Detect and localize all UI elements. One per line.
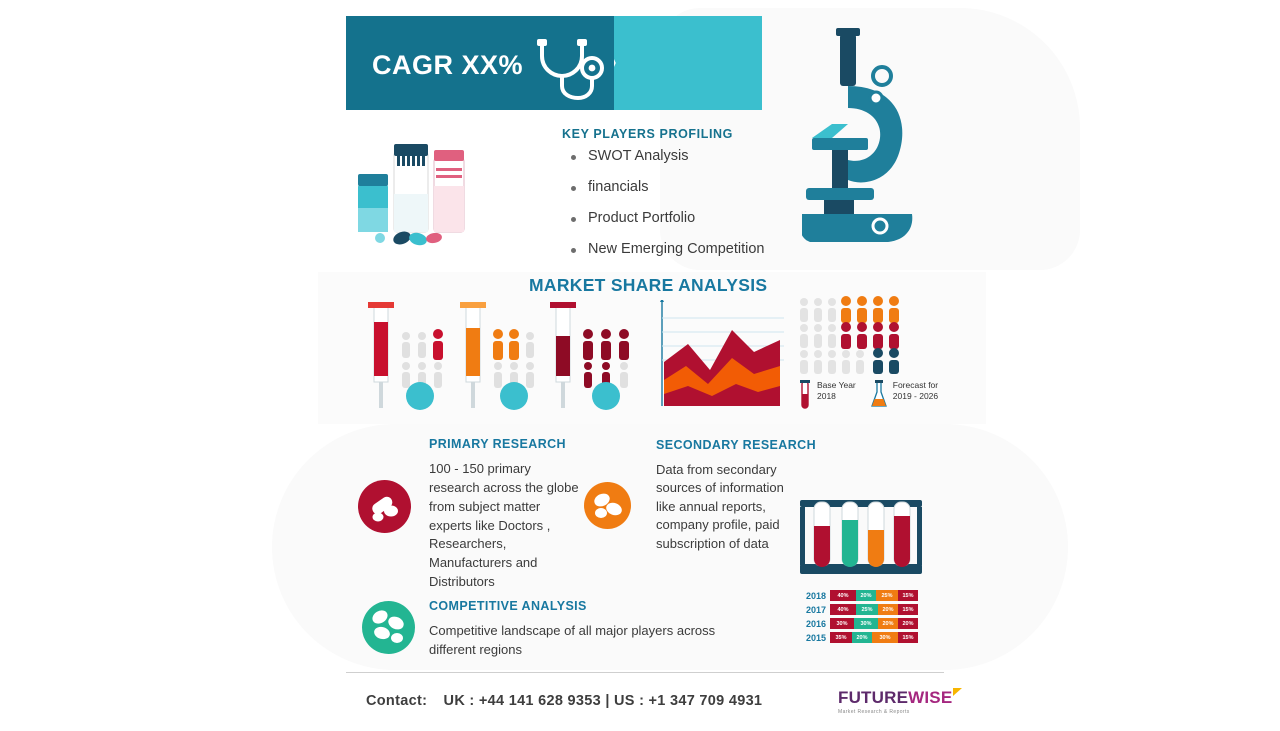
syringes-and-people-illustration	[360, 302, 650, 419]
contact-label: Contact:	[366, 693, 428, 709]
list-item: New Emerging Competition	[562, 241, 765, 257]
logo-tagline: Market Research & Reports	[838, 709, 910, 715]
year-label: 2017	[805, 604, 826, 615]
test-tube-rack-illustration	[796, 498, 926, 585]
legend-label-line2: 2018	[817, 391, 836, 402]
year-bar-group	[830, 604, 918, 615]
year-label: 2016	[805, 618, 826, 629]
test-tube-icon	[798, 380, 812, 410]
secondary-research-body: Data from secondary sources of information like annual reports, company profile, paid subscription of data	[656, 462, 784, 551]
banner-light-shape	[594, 16, 762, 110]
year-label: 2015	[805, 632, 826, 643]
bar-segment: 20%	[852, 632, 872, 643]
primary-research-body: 100 - 150 primary research across the globe from subject matter experts like Doctors , Researchers, Manufacturers and Distributors	[429, 461, 579, 590]
logo-flag-icon	[953, 688, 962, 696]
market-share-title: MARKET SHARE ANALYSIS	[529, 275, 768, 295]
legend-forecast-text	[893, 380, 938, 402]
people-grid-illustration	[798, 296, 914, 379]
bar-segment: 20%	[898, 618, 918, 629]
table-row	[800, 590, 918, 601]
list-item: Product Portfolio	[562, 210, 765, 226]
table-row	[800, 618, 918, 629]
legend-item-forecast	[870, 380, 938, 410]
bar-segment: 20%	[878, 604, 898, 615]
chart-legend	[798, 380, 938, 410]
bar-segment: 15%	[898, 604, 918, 615]
list-item: financials	[562, 179, 765, 195]
futurewise-logo	[838, 688, 952, 715]
year-bar-group	[830, 632, 918, 643]
primary-research-title: PRIMARY RESEARCH	[429, 437, 566, 451]
bar-segment: 30%	[872, 632, 898, 643]
area-chart-illustration	[654, 300, 792, 417]
capsule-circle-icon	[358, 480, 411, 533]
bar-segment: 20%	[878, 618, 898, 629]
logo-wordmark	[838, 688, 952, 708]
bar-segment: 35%	[830, 632, 852, 643]
bar-segment: 15%	[898, 590, 918, 601]
bar-segment: 15%	[898, 632, 918, 643]
bar-segment: 25%	[856, 604, 878, 615]
key-players-title: KEY PLAYERS PROFILING	[562, 127, 733, 141]
legend-item-base-year	[798, 380, 856, 410]
bar-segment: 30%	[854, 618, 878, 629]
bar-segment: 30%	[830, 618, 854, 629]
microscope-illustration	[802, 20, 924, 265]
footer-divider	[346, 672, 944, 673]
key-players-list	[562, 148, 765, 272]
bar-segment: 40%	[830, 590, 856, 601]
legend-label-line1: Base Year	[817, 380, 856, 390]
pills-circle-icon	[584, 482, 631, 529]
legend-label-line2: 2019 - 2026	[892, 391, 939, 402]
medicine-bottles-illustration	[356, 138, 488, 253]
logo-wise-text: WISE	[908, 688, 953, 707]
list-item: SWOT Analysis	[562, 148, 765, 164]
bar-segment: 20%	[856, 590, 876, 601]
bar-segment: 25%	[876, 590, 898, 601]
contact-line	[366, 693, 762, 709]
competitive-analysis-title: COMPETITIVE ANALYSIS	[429, 599, 587, 613]
logo-future-text: FUTURE	[838, 688, 909, 707]
legend-base-year-text	[817, 380, 856, 402]
cagr-banner	[346, 16, 762, 110]
bar-segment: 40%	[830, 604, 856, 615]
years-share-table	[800, 590, 918, 646]
cagr-label: CAGR XX%	[372, 50, 524, 80]
year-bar-group	[830, 618, 918, 629]
tablets-circle-icon	[362, 601, 415, 654]
competitive-analysis-body: Competitive landscape of all major players across different regions	[429, 623, 716, 657]
table-row	[800, 632, 918, 643]
year-bar-group	[830, 590, 918, 601]
contact-value: UK : +44 141 628 9353 | US : +1 347 709 4931	[443, 693, 763, 709]
flask-icon	[870, 380, 888, 410]
legend-label-line1: Forecast for	[892, 380, 939, 390]
stethoscope-icon	[534, 38, 606, 109]
secondary-research-title: SECONDARY RESEARCH	[656, 438, 817, 452]
table-row	[800, 604, 918, 615]
year-label: 2018	[805, 590, 826, 601]
